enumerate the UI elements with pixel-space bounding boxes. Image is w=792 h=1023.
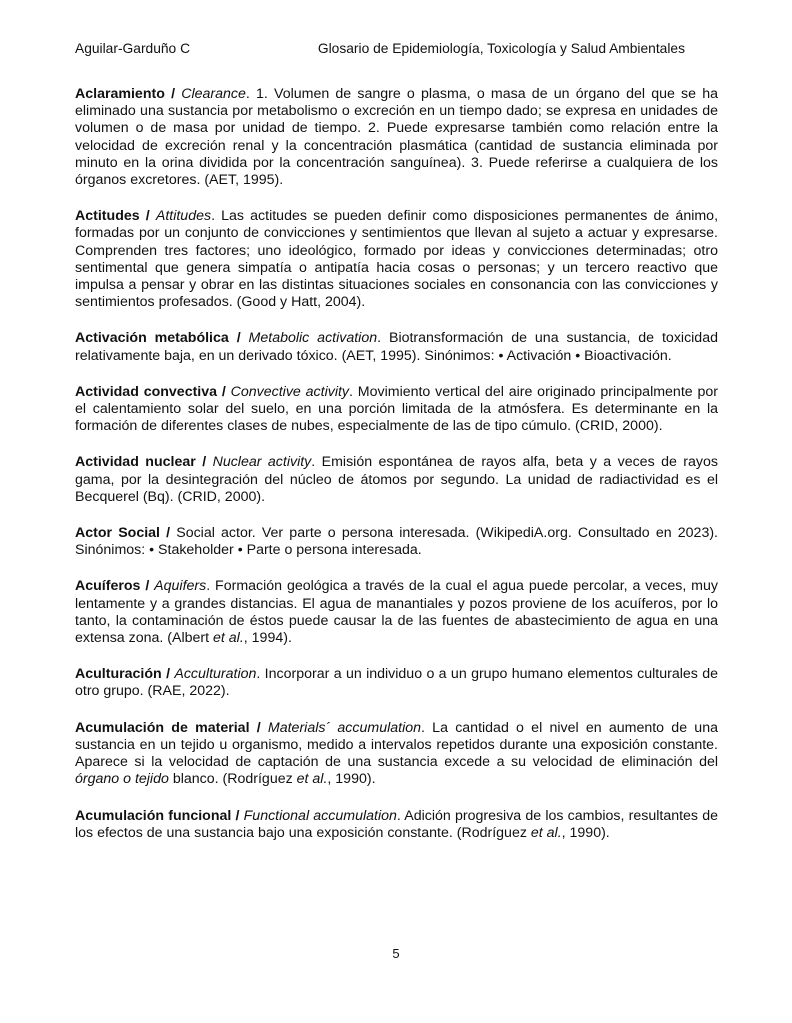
- entry-term: Activación metabólica /: [75, 330, 249, 347]
- entry-translation: Functional accumulation: [243, 807, 397, 824]
- entry-term: Acuíferos /: [75, 578, 155, 595]
- glossary-entry: [75, 525, 718, 559]
- entry-definition: . Emisión espontánea de rayos alfa, beta y a veces de rayos gama, por la desintegración del núcleo de átomos por segundo. La unidad de radiactividad es el Becquerel (Bq). (CRID, 2000).: [75, 454, 719, 505]
- entry-translation: et al.: [530, 824, 562, 841]
- entry-definition: . Formación geológica a través de la cual el agua puede percolar, a veces, muy lentamente y a grandes distancias. El agua de manantiales y pozos proviene de los acuíferos, por lo tanto, la contaminación de éstos puede causar la de las fuentes de abastecimiento de agua en una extensa zona. (Albert: [75, 578, 718, 647]
- entry-translation: Materials´ accumulation: [267, 719, 422, 736]
- entry-term: Acumulación de material /: [75, 719, 268, 736]
- entry-definition: blanco. (Rodríguez: [168, 771, 297, 788]
- entry-term: Actividad nuclear /: [75, 454, 213, 471]
- glossary-entry: [75, 578, 718, 647]
- header-title: Glosario de Epidemiología, Toxicología y Salud Ambientales: [317, 41, 685, 56]
- page-header: [75, 41, 718, 57]
- entry-definition: , 1994).: [243, 630, 292, 647]
- entry-translation: et al.: [296, 771, 328, 788]
- entry-term: Aculturación /: [75, 666, 175, 683]
- entry-translation: Nuclear activity: [212, 454, 312, 471]
- page-footer: [0, 946, 792, 961]
- entry-term: Actitudes /: [75, 208, 156, 225]
- entry-definition: , 1990).: [561, 824, 610, 841]
- glossary-entry: [75, 330, 718, 364]
- entry-translation: Clearance: [181, 86, 246, 102]
- entry-definition: , 1990).: [327, 771, 376, 788]
- entry-definition: . Incorporar a un individuo o a un grupo humano elementos culturales de otro grupo. (RAE, 2022).: [75, 666, 718, 700]
- entry-translation: órgano o tejido: [75, 771, 169, 788]
- glossary-entry: [75, 808, 718, 842]
- entry-translation: Convective activity: [230, 383, 350, 400]
- glossary-entry: [75, 86, 718, 189]
- header-author: Aguilar-Garduño C: [75, 41, 191, 56]
- glossary-entry: [75, 208, 718, 311]
- entry-definition: . Biotransformación de una sustancia, de toxicidad relativamente baja, en un derivado tóxico. (AET, 1995). Sinónimos: • Activación • Bioactivación.: [75, 330, 718, 364]
- entry-term: Aclaramiento /: [75, 86, 182, 102]
- entry-definition: . 1. Volumen de sangre o plasma, o masa de un órgano del que se ha eliminado una sustancia por metabolismo o excreción en un tiempo dado; se expresa en unidades de volumen o de masa por unidad de tiempo. 2. Puede expresarse también como relación entre la velocidad de excreción renal y la concentración plasmática (cantidad de sustancia eliminada por minuto en la orina dividida por la concentración sanguínea). 3. Puede referirse a cualquiera de los órganos excretores. (AET, 1995).: [75, 86, 719, 189]
- entry-definition: . Las actitudes se pueden definir como disposiciones permanentes de ánimo, formadas por un conjunto de convicciones y sentimientos que llevan al sujeto a actuar y expresarse. Comprenden tres factores; uno ideológico, formado por ideas y convicciones determinadas; otro sentimental que genera simpatía o antipatía hacia cosas o personas; y un tercero reactivo que impulsa a pensar y obrar en las distintas situaciones sociales en consonancia con las convicciones y sentimientos profesados. (Good y Hatt, 2004).: [75, 208, 719, 311]
- entry-definition: . La cantidad o el nivel en aumento de una sustancia en un tejido u organismo, medido a intervalos repetidos durante una exposición constante. Aparece si la velocidad de captación de una sustancia excede a su velocidad de eliminación del: [75, 719, 718, 771]
- glossary-content: [75, 86, 718, 861]
- entry-translation: Attitudes: [155, 208, 212, 225]
- entry-definition: . Adición progresiva de los cambios, resultantes de los efectos de una sustancia bajo una exposición constante. (Rodríguez: [75, 807, 718, 841]
- glossary-entry: [75, 720, 718, 789]
- entry-term: Actor Social /: [75, 525, 177, 542]
- glossary-entry: [75, 384, 718, 436]
- entry-definition: Social actor. Ver parte o persona interesada. (WikipediA.org. Consultado en 2023). Sinónimos: • Stakeholder • Parte o persona interesada.: [75, 525, 718, 559]
- entry-term: Acumulación funcional /: [75, 807, 244, 824]
- entry-translation: Metabolic activation: [248, 330, 378, 347]
- page-number: 5: [392, 946, 400, 961]
- entry-term: Actividad convectiva /: [75, 383, 231, 400]
- glossary-entry: [75, 666, 718, 700]
- entry-translation: Aquifers: [154, 578, 207, 595]
- entry-translation: et al.: [213, 630, 244, 647]
- glossary-entry: [75, 454, 718, 506]
- entry-definition: . Movimiento vertical del aire originado principalmente por el calentamiento solar del suelo, en una porción limitada de la atmósfera. Es determinante en la formación de diferentes clases de nubes, especialmente de las de tipo cúmulo. (CRID, 2000).: [75, 383, 718, 435]
- entry-translation: Acculturation: [174, 666, 257, 683]
